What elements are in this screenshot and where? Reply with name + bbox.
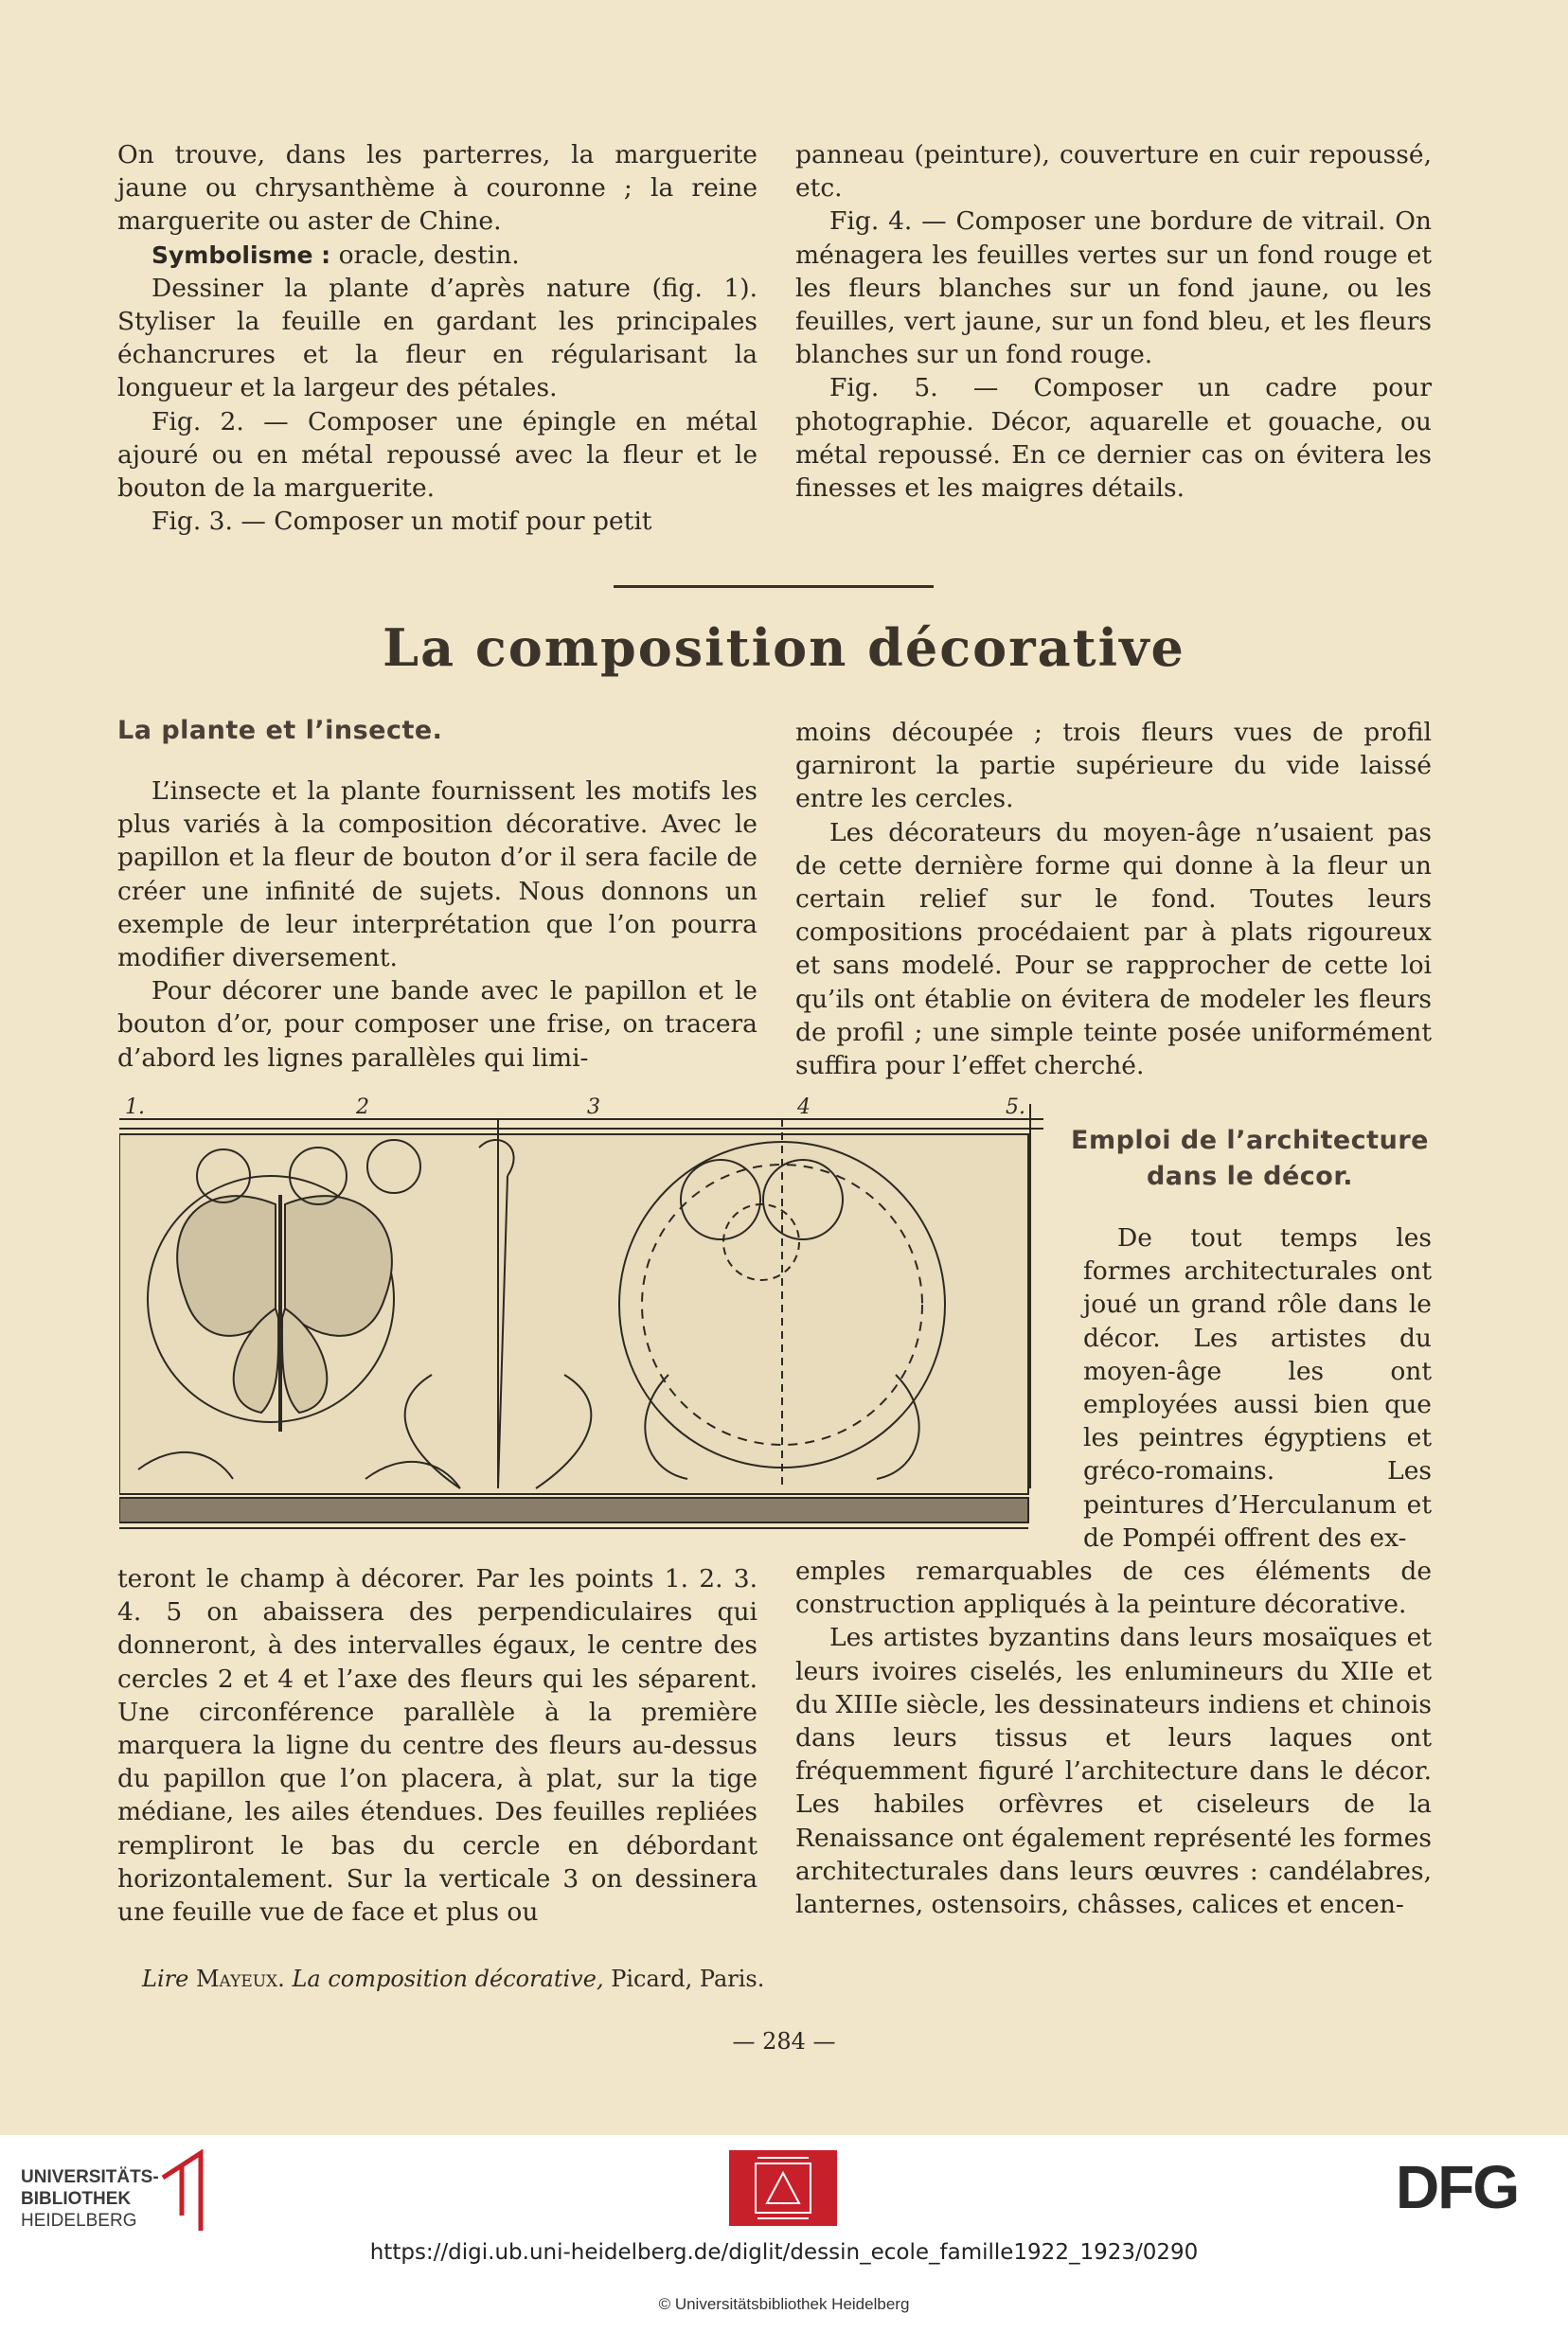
left-column-2: [117, 774, 757, 1075]
ub-heidelberg-logo[interactable]: [21, 2166, 159, 2232]
symbolisme-line: [117, 239, 757, 272]
subheading-line: Emploi de l’architecture: [1071, 1126, 1429, 1155]
paragraph: Fig. 5. — Composer un cadre pour photographie. Décor, aquarelle et gouache, ou métal repoussé. En ce dernier cas on évitera les finesses et les maigres détails.: [795, 373, 1432, 504]
butterfly-right-wing: [285, 1196, 392, 1336]
right-column-3: [795, 1555, 1432, 1921]
mark-3: 3: [587, 1095, 600, 1119]
paragraph: Les artistes byzantins dans leurs mosaïques et leurs ivoires ciselés, les enlumineurs du XIIe et du XIIIe siècle, les dessinateurs indiens et chinois dans leurs tissus et leurs laques ont fréquemment figuré l’architecture dans le décor. Les habiles orfèvres et ciseleurs de la Renaissance ont également représenté les formes architecturales dans leurs œuvres : candélabres, lanternes, ostensoirs, châsses, calices et encen-: [795, 1623, 1432, 1920]
paragraph: Fig. 4. — Composer une bordure de vitrail. On ménagera les feuilles vertes sur un fond rouge et les fleurs blanches sur un fond jaune, ou les feuilles, vert jaune, sur un fond bleu, et les fleurs blanches sur un fond rouge.: [795, 206, 1432, 370]
paragraph: Les décorateurs du moyen-âge n’usaient pas de cette dernière forme qui donne à la fleur un certain relief sur le fond. Toutes leurs compositions procédaient par à plats rigoureux et sans modelé. Pour se rapprocher de cette loi qu’ils ont établie on évitera de modeler les fleurs de profil ; une simple teinte posée uniformément suffira pour l’effet cherché.: [795, 817, 1432, 1081]
top-right-column: [795, 138, 1432, 505]
butterfly-left-wing: [177, 1196, 276, 1336]
footnote-author: Mayeux.: [195, 1966, 285, 1992]
mark-4: 4: [797, 1095, 811, 1119]
mark-5: 5.: [1006, 1095, 1025, 1119]
paragraph: Dessiner la plante d’après nature (fig. 1). Styliser la feuille en gardant les principales échancrures et la fleur en régularisant la longueur et la largeur des pétales.: [117, 273, 757, 403]
subheading-architecture: [1070, 1123, 1430, 1195]
paragraph: L’insecte et la plante fournissent les motifs les plus variés à la composition décorative. Avec le papillon et la fleur de bouton d’or il sera facile de créer une infinité de sujets. Nous donnons un exemple de leur interprétation que l’on pourra modifier diversement.: [117, 776, 757, 973]
paragraph: teront le champ à décorer. Par les points 1. 2. 3. 4. 5 on abaissera des perpendiculaires qui donneront, à des intervalles égaux, le centre des cercles 2 et 4 et l’axe des fleurs qui les séparent. Une circonférence parallèle à la première marquera la ligne du centre des fleurs au-dessus du papillon que l’on placera, à plat, sur la tige médiane, les ailes étendues. Des feuilles repliées rempliront le bas du cercle en débordant horizontalement. Sur la verticale 3 on dessinera une feuille vue de face et plus ou: [117, 1564, 757, 1928]
episteme-logo-icon: [729, 2150, 837, 2226]
right-column-2: [795, 716, 1432, 1082]
paragraph: Fig. 3. — Composer un motif pour petit: [151, 507, 652, 537]
right-narrow-column: [1083, 1221, 1432, 1555]
frieze-illustration: [119, 1091, 1043, 1541]
mark-1: 1.: [125, 1095, 145, 1119]
paragraph: moins découpée ; trois fleurs vues de profil garniront la partie supérieure du vide laissé entre les cercles.: [795, 718, 1432, 814]
footnote: [142, 1966, 764, 1992]
footnote-lire: Lire: [142, 1966, 189, 1992]
subheading-plante-insecte: La plante et l’insecte.: [117, 716, 443, 745]
mark-2: 2: [356, 1095, 369, 1119]
logo-text: HEIDELBERG: [21, 2211, 137, 2231]
footnote-publisher: Picard, Paris.: [611, 1966, 765, 1992]
copyright: © Universitätsbibliothek Heidelberg: [658, 2295, 910, 2313]
ub-heidelberg-mark-icon: [153, 2149, 220, 2234]
paragraph: De tout temps les formes architecturales ont joué un grand rôle dans le décor. Les artistes du moyen-âge les ont employées aussi bien que les peintres égyptiens et gréco-romains. Les peintures d’Herculanum et de Pompéi offrent des ex-: [1083, 1223, 1432, 1553]
top-left-column: [117, 138, 757, 538]
subheading-line: dans le décor.: [1146, 1162, 1354, 1191]
footnote-title: La composition décorative,: [292, 1966, 604, 1992]
paragraph: Fig. 2. — Composer une épingle en métal ajouré ou en métal repoussé avec la fleur et le bouton de la marguerite.: [117, 406, 757, 504]
paragraph: emples remarquables de ces éléments de construction appliqués à la peinture décorative.: [795, 1557, 1432, 1620]
section-title: La composition décorative: [383, 617, 1185, 678]
symbolisme-label: Symbolisme :: [151, 240, 331, 269]
page-number: — 284 —: [732, 2028, 836, 2055]
logo-text: BIBLIOTHEK: [21, 2189, 132, 2209]
dfg-logo[interactable]: DFG: [1396, 2153, 1519, 2221]
paragraph: On trouve, dans les parterres, la marguerite jaune ou chrysanthème à couronne ; la reine marguerite ou aster de Chine.: [117, 140, 757, 237]
symbolisme-text: oracle, destin.: [338, 240, 520, 270]
episteme-logo[interactable]: [729, 2150, 837, 2226]
paragraph: Pour décorer une bande avec le papillon et le bouton d’or, pour composer une frise, on tracera d’abord les lignes parallèles qui limi-: [117, 976, 757, 1073]
paragraph: panneau (peinture), couverture en cuir repoussé, etc.: [795, 140, 1432, 204]
left-column-3: [117, 1562, 757, 1929]
section-divider: [614, 585, 934, 588]
source-url[interactable]: https://digi.ub.uni-heidelberg.de/diglit/dessin_ecole_famille1922_1923/0290: [369, 2240, 1199, 2265]
logo-text: UNIVERSITÄTS-: [21, 2167, 159, 2187]
